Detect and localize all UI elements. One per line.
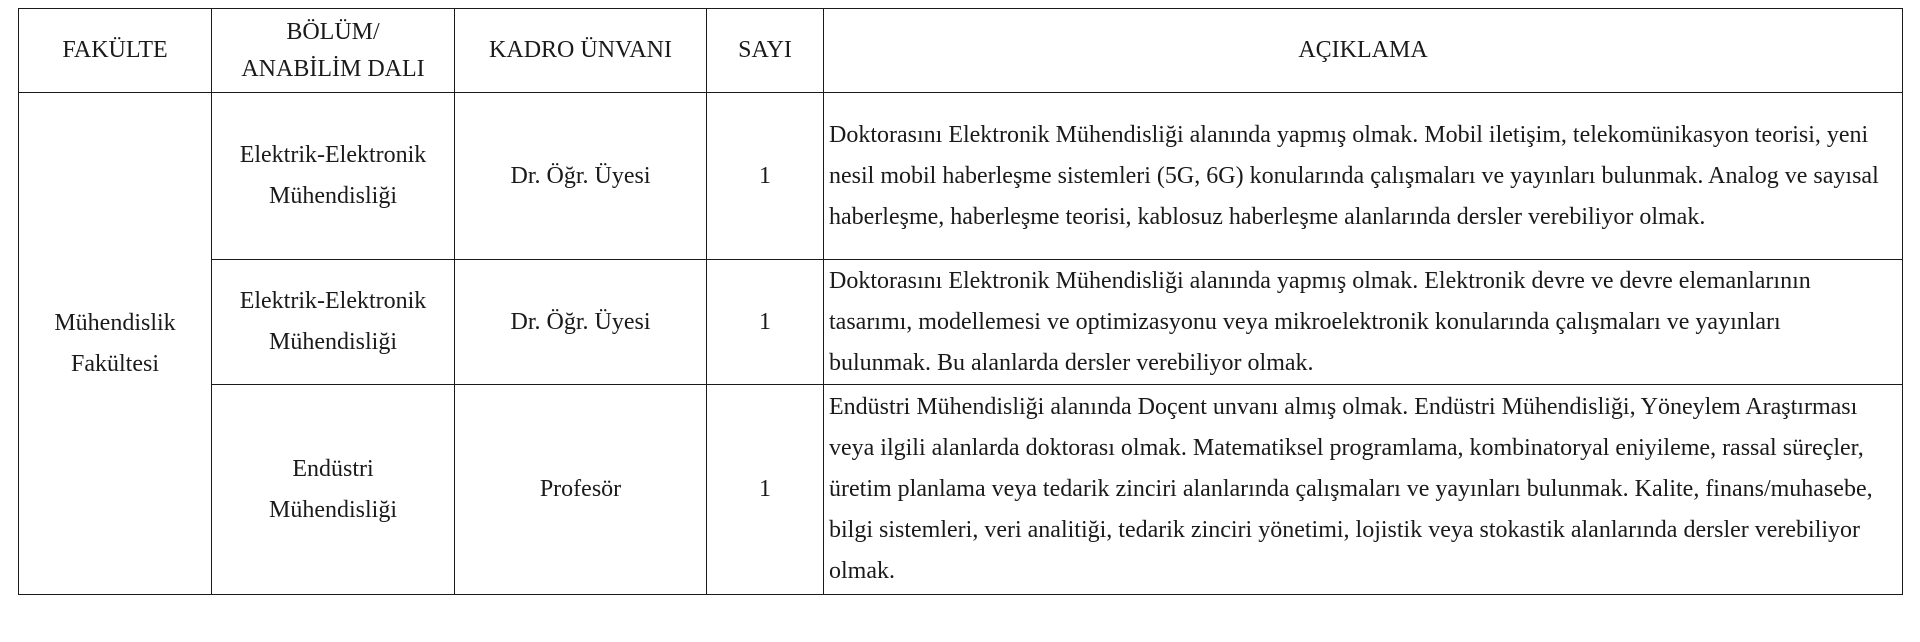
title-cell: Profesör: [455, 385, 707, 595]
header-row: [19, 9, 1903, 93]
staff-position-table: [18, 8, 1903, 595]
description-cell: Doktorasını Elektronik Mühendisliği alanında yapmış olmak. Mobil iletişim, telekomünikasyon teorisi, yeni nesil mobil haberleşme sistemleri (5G, 6G) konularında çalışmaları ve yayınları bulunmak. Analog ve sayısal haberleşme, haberleşme teorisi, kablosuz haberleşme alanlarında dersler verebiliyor olmak.: [824, 93, 1903, 260]
header-count: SAYI: [707, 9, 824, 93]
description-cell: Doktorasını Elektronik Mühendisliği alanında yapmış olmak. Elektronik devre ve devre elemanlarının tasarımı, modellemesi ve optimizasyonu veya mikroelektronik konularında çalışmaları ve yayınları bulunmak. Bu alanlarda dersler verebiliyor olmak.: [824, 260, 1903, 385]
header-description: AÇIKLAMA: [824, 9, 1903, 93]
department-cell: [212, 385, 455, 595]
title-cell: Dr. Öğr. Üyesi: [455, 93, 707, 260]
faculty-cell: [19, 93, 212, 595]
department-cell: [212, 260, 455, 385]
faculty-line2: Fakültesi: [71, 350, 159, 377]
department-line1: Elektrik-Elektronik: [239, 142, 427, 168]
count-cell: 1: [707, 93, 824, 260]
department-line2: Mühendisliği: [268, 496, 397, 523]
department-line1: Elektrik-Elektronik: [239, 288, 427, 314]
department-line2: Mühendisliği: [268, 329, 397, 355]
count-cell: 1: [707, 385, 824, 595]
title-cell: Dr. Öğr. Üyesi: [455, 260, 707, 385]
header-department: [212, 9, 455, 93]
department-cell: [212, 93, 455, 260]
table-row: [19, 93, 1903, 260]
header-faculty: FAKÜLTE: [19, 9, 212, 93]
count-cell: 1: [707, 260, 824, 385]
header-department-line2: ANABİLİM DALI: [241, 55, 425, 82]
table-row: [19, 385, 1903, 595]
table-row: [19, 260, 1903, 385]
description-cell: Endüstri Mühendisliği alanında Doçent unvanı almış olmak. Endüstri Mühendisliği, Yöneylem Araştırması veya ilgili alanlarda doktorası olmak. Matematiksel programlama, kombinatoryal eniyileme, rassal süreçler, üretim planlama veya tedarik zinciri alanlarında çalışmaları ve yayınları bulunmak. Kalite, finans/muhasebe, bilgi sistemleri, veri analitiği, tedarik zinciri yönetimi, lojistik veya stokastik alanlarında dersler verebiliyor olmak.: [824, 385, 1903, 595]
department-line2: Mühendisliği: [268, 183, 397, 209]
faculty-line1: Mühendislik: [54, 309, 176, 336]
header-title: KADRO ÜNVANI: [455, 9, 707, 93]
header-department-line1: BÖLÜM/: [286, 18, 380, 45]
department-line1: Endüstri: [292, 455, 374, 482]
